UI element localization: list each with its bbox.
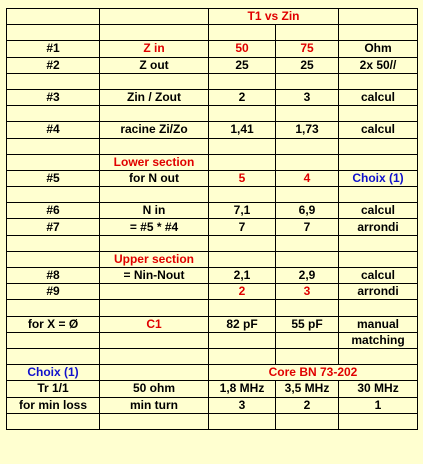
cell-r2-c5[interactable]: Ohm — [339, 41, 418, 57]
core-label[interactable]: Core BN 73-202 — [209, 365, 418, 381]
cell-r17-c3[interactable]: 2 — [209, 284, 276, 300]
cell-r1-c1[interactable] — [7, 25, 100, 41]
table-row — [7, 413, 418, 429]
cell-r8-c1[interactable] — [7, 138, 100, 154]
table-row — [7, 268, 418, 284]
cell-r23-c4[interactable]: 3,5 MHz — [276, 381, 339, 397]
cell-r4-c4[interactable] — [276, 73, 339, 89]
table-row — [7, 397, 418, 413]
table-row — [7, 187, 418, 203]
cell-r1-c3[interactable] — [209, 25, 276, 41]
cell-r23-c1[interactable]: Tr 1/1 — [7, 381, 100, 397]
cell-r17-c2[interactable] — [100, 284, 209, 300]
cell-r18-c5[interactable] — [339, 300, 418, 316]
cell-r24-c3[interactable]: 3 — [209, 397, 276, 413]
cell-r5-c5[interactable]: calcul — [339, 89, 418, 105]
cell-r13-c4[interactable]: 7 — [276, 219, 339, 235]
cell[interactable] — [339, 9, 418, 25]
table-row — [7, 89, 418, 105]
cell-r20-c3[interactable] — [209, 332, 276, 348]
cell-r4-c1[interactable] — [7, 73, 100, 89]
cell-r18-c3[interactable] — [209, 300, 276, 316]
cell-r8-c4[interactable] — [276, 138, 339, 154]
cell[interactable] — [7, 9, 100, 25]
cell-r15-c1[interactable] — [7, 251, 100, 267]
table-row — [7, 381, 418, 397]
table-row — [7, 284, 418, 300]
cell-r24-c2[interactable]: min turn — [100, 397, 209, 413]
cell-r9-c2[interactable]: Lower section — [100, 154, 209, 170]
cell-r3-c4[interactable]: 25 — [276, 57, 339, 73]
table-row — [7, 348, 418, 364]
cell-r10-c5[interactable]: Choix (1) — [339, 170, 418, 186]
cell-r6-c3[interactable] — [209, 106, 276, 122]
table-row — [7, 138, 418, 154]
table-row — [7, 332, 418, 348]
cell-r19-c2[interactable]: C1 — [100, 316, 209, 332]
cell-r12-c2[interactable]: N in — [100, 203, 209, 219]
cell-r16-c2[interactable]: = Nin-Nout — [100, 268, 209, 284]
cell-r17-c5[interactable]: arrondi — [339, 284, 418, 300]
cell-r1-c4[interactable] — [276, 25, 339, 41]
table-row — [7, 25, 418, 41]
cell-r7-c1[interactable]: #4 — [7, 122, 100, 138]
table-row — [7, 235, 418, 251]
cell-r18-c1[interactable] — [7, 300, 100, 316]
cell[interactable] — [100, 365, 209, 381]
cell-r1-c5[interactable] — [339, 25, 418, 41]
cell-r18-c2[interactable] — [100, 300, 209, 316]
cell-r3-c5[interactable]: 2x 50// — [339, 57, 418, 73]
cell-r25-c1[interactable] — [7, 413, 100, 429]
cell-r20-c4[interactable] — [276, 332, 339, 348]
cell-r19-c5[interactable]: manual — [339, 316, 418, 332]
cell-r2-c4[interactable]: 75 — [276, 41, 339, 57]
cell-r2-c1[interactable]: #1 — [7, 41, 100, 57]
cell-r4-c5[interactable] — [339, 73, 418, 89]
table-row — [7, 154, 418, 170]
table-row — [7, 57, 418, 73]
cell-r13-c5[interactable]: arrondi — [339, 219, 418, 235]
cell-r24-c1[interactable]: for min loss — [7, 397, 100, 413]
cell-r25-c5[interactable] — [339, 413, 418, 429]
cell-r24-c4[interactable]: 2 — [276, 397, 339, 413]
cell-r5-c3[interactable]: 2 — [209, 89, 276, 105]
cell-r6-c1[interactable] — [7, 106, 100, 122]
cell-r12-c3[interactable]: 7,1 — [209, 203, 276, 219]
cell-r17-c1[interactable]: #9 — [7, 284, 100, 300]
cell-r6-c2[interactable] — [100, 106, 209, 122]
cell-r21-c2[interactable] — [100, 348, 209, 364]
cell-r16-c5[interactable]: calcul — [339, 268, 418, 284]
table-row — [7, 41, 418, 57]
table-row — [7, 170, 418, 186]
cell-r7-c2[interactable]: racine Zi/Zo — [100, 122, 209, 138]
cell-r14-c3[interactable] — [209, 235, 276, 251]
cell-r11-c2[interactable] — [100, 187, 209, 203]
cell-r19-c1[interactable]: for X = Ø — [7, 316, 100, 332]
table-row — [7, 73, 418, 89]
cell-r16-c1[interactable]: #8 — [7, 268, 100, 284]
cell-r23-c5[interactable]: 30 MHz — [339, 381, 418, 397]
cell-r13-c3[interactable]: 7 — [209, 219, 276, 235]
cell-r13-c2[interactable]: = #5 * #4 — [100, 219, 209, 235]
cell-r1-c2[interactable] — [100, 25, 209, 41]
cell-r11-c5[interactable] — [339, 187, 418, 203]
cell-r8-c2[interactable] — [100, 138, 209, 154]
spreadsheet-table — [6, 8, 418, 430]
sheet-title[interactable]: T1 vs Zin — [209, 9, 339, 25]
cell-r14-c4[interactable] — [276, 235, 339, 251]
cell-r5-c2[interactable]: Zin / Zout — [100, 89, 209, 105]
cell-r9-c5[interactable] — [339, 154, 418, 170]
cell-r14-c5[interactable] — [339, 235, 418, 251]
cell-r11-c3[interactable] — [209, 187, 276, 203]
cell-r10-c2[interactable]: for N out — [100, 170, 209, 186]
cell-r18-c4[interactable] — [276, 300, 339, 316]
choix-label[interactable]: Choix (1) — [7, 365, 100, 381]
cell-r16-c3[interactable]: 2,1 — [209, 268, 276, 284]
cell-r23-c2[interactable]: 50 ohm — [100, 381, 209, 397]
cell-r15-c5[interactable] — [339, 251, 418, 267]
cell-r20-c5[interactable]: matching — [339, 332, 418, 348]
table-row — [7, 365, 418, 381]
cell-r10-c4[interactable]: 4 — [276, 170, 339, 186]
cell-r3-c1[interactable]: #2 — [7, 57, 100, 73]
cell-r3-c2[interactable]: Z out — [100, 57, 209, 73]
cell-r25-c3[interactable] — [209, 413, 276, 429]
cell-r3-c3[interactable]: 25 — [209, 57, 276, 73]
cell-r7-c5[interactable]: calcul — [339, 122, 418, 138]
cell[interactable] — [100, 9, 209, 25]
cell-r7-c3[interactable]: 1,41 — [209, 122, 276, 138]
cell-r20-c1[interactable] — [7, 332, 100, 348]
table-row — [7, 219, 418, 235]
cell-r24-c5[interactable]: 1 — [339, 397, 418, 413]
cell-r14-c2[interactable] — [100, 235, 209, 251]
cell-r16-c4[interactable]: 2,9 — [276, 268, 339, 284]
cell-r12-c1[interactable]: #6 — [7, 203, 100, 219]
cell-r7-c4[interactable]: 1,73 — [276, 122, 339, 138]
cell-r21-c1[interactable] — [7, 348, 100, 364]
cell-r25-c4[interactable] — [276, 413, 339, 429]
cell-r6-c5[interactable] — [339, 106, 418, 122]
cell-r19-c4[interactable]: 55 pF — [276, 316, 339, 332]
cell-r21-c3[interactable] — [209, 348, 276, 364]
cell-r21-c5[interactable] — [339, 348, 418, 364]
cell-r11-c4[interactable] — [276, 187, 339, 203]
cell-r20-c2[interactable] — [100, 332, 209, 348]
cell-r2-c3[interactable]: 50 — [209, 41, 276, 57]
table-row — [7, 122, 418, 138]
cell-r6-c4[interactable] — [276, 106, 339, 122]
cell-r23-c3[interactable]: 1,8 MHz — [209, 381, 276, 397]
cell-r19-c3[interactable]: 82 pF — [209, 316, 276, 332]
cell-r9-c3[interactable] — [209, 154, 276, 170]
cell-r9-c1[interactable] — [7, 154, 100, 170]
cell-r15-c2[interactable]: Upper section — [100, 251, 209, 267]
cell-r5-c4[interactable]: 3 — [276, 89, 339, 105]
cell-r5-c1[interactable]: #3 — [7, 89, 100, 105]
cell-r10-c3[interactable]: 5 — [209, 170, 276, 186]
cell-r8-c5[interactable] — [339, 138, 418, 154]
header-row — [7, 9, 418, 25]
cell-r4-c2[interactable] — [100, 73, 209, 89]
cell-r10-c1[interactable]: #5 — [7, 170, 100, 186]
cell-r15-c4[interactable] — [276, 251, 339, 267]
cell-r4-c3[interactable] — [209, 73, 276, 89]
cell-r2-c2[interactable]: Z in — [100, 41, 209, 57]
cell-r15-c3[interactable] — [209, 251, 276, 267]
cell-r14-c1[interactable] — [7, 235, 100, 251]
table-row — [7, 106, 418, 122]
table-row — [7, 251, 418, 267]
cell-r8-c3[interactable] — [209, 138, 276, 154]
cell-r25-c2[interactable] — [100, 413, 209, 429]
table-row — [7, 203, 418, 219]
cell-r11-c1[interactable] — [7, 187, 100, 203]
table-row — [7, 316, 418, 332]
cell-r17-c4[interactable]: 3 — [276, 284, 339, 300]
cell-r12-c5[interactable]: calcul — [339, 203, 418, 219]
table-row — [7, 300, 418, 316]
cell-r21-c4[interactable] — [276, 348, 339, 364]
cell-r12-c4[interactable]: 6,9 — [276, 203, 339, 219]
cell-r13-c1[interactable]: #7 — [7, 219, 100, 235]
cell-r9-c4[interactable] — [276, 154, 339, 170]
